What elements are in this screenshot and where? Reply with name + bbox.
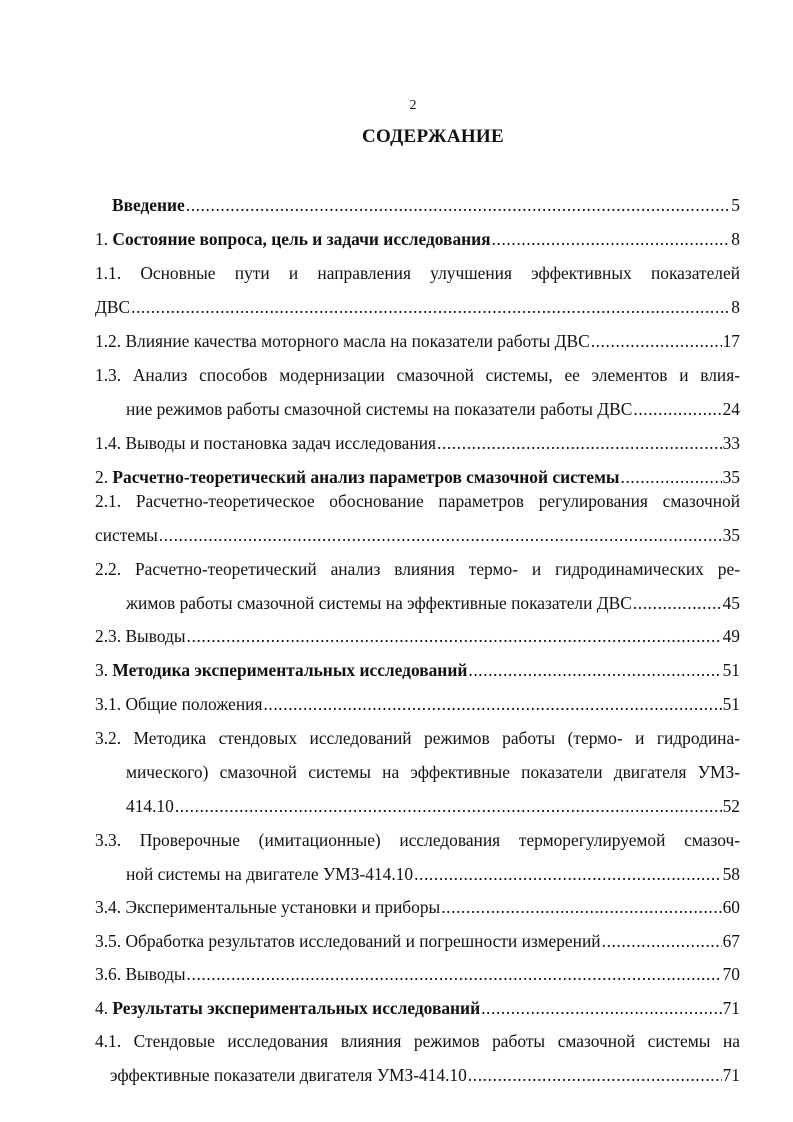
toc-line: [126, 795, 740, 817]
toc-entry-title: [95, 490, 740, 512]
toc-entry-number: 3.: [95, 660, 113, 680]
leader-dots: [633, 592, 722, 614]
toc-entry-title: [95, 659, 467, 681]
toc-entry-page: 33: [722, 433, 740, 453]
toc-entry-page: 71: [722, 1065, 740, 1085]
toc-entry-title: [95, 829, 740, 851]
leader-dots: [263, 693, 721, 715]
toc-entry-text: ной системы на двигателе УМЗ-414.10: [126, 864, 414, 884]
toc-entry-text: Выводы и постановка задач исследования: [125, 433, 437, 453]
page-number: 2: [409, 98, 417, 113]
toc-entry-text: Выводы: [125, 626, 186, 646]
toc-entry-page: 51: [722, 694, 740, 714]
leader-dots: [437, 432, 722, 454]
leader-dots: [414, 863, 722, 885]
toc-entry-page: 70: [722, 964, 740, 984]
toc-entry-text: 414.10: [126, 796, 174, 816]
toc-entry-number: 3.5.: [95, 931, 126, 951]
toc-entry-page: 45: [722, 593, 740, 613]
toc-line: [110, 1064, 740, 1086]
toc-entry-number: 3.1.: [95, 694, 126, 714]
toc-entry-title: [95, 228, 491, 250]
page-title: СОДЕРЖАНИЕ: [362, 126, 504, 147]
toc-entry-text: ДВС: [95, 297, 131, 317]
leader-dots: [175, 795, 722, 817]
toc-entry-title: [95, 963, 186, 985]
toc-entry-title: [95, 727, 740, 749]
toc-entry-number: 3.3.: [95, 830, 140, 850]
toc-line: [95, 490, 740, 512]
toc-line: [95, 829, 740, 851]
toc-entry-title: [95, 524, 158, 546]
toc-entry-page: 52: [722, 796, 740, 816]
toc-entry-number: 2.3.: [95, 626, 126, 646]
toc-line: [95, 896, 740, 918]
toc-entry-title: [126, 398, 632, 420]
toc-entry-page: 8: [731, 229, 740, 249]
toc-entry-title: [95, 432, 436, 454]
toc-entry-number: 2.2.: [95, 559, 136, 579]
toc-entry-title: [95, 625, 186, 647]
leader-dots: [481, 997, 722, 1019]
toc-entry-text: Методика экспериментальных исследований: [112, 660, 468, 680]
leader-dots: [131, 296, 730, 318]
toc-entry-title: [126, 795, 174, 817]
toc-entry-number: 1.: [95, 229, 113, 249]
leader-dots: [602, 930, 722, 952]
toc-line: [126, 761, 740, 783]
toc-entry-number: 4.: [95, 998, 113, 1018]
leader-dots: [187, 625, 722, 647]
toc-line: [95, 727, 740, 749]
toc-entry-number: 4.1.: [95, 1031, 134, 1051]
toc-line: [95, 558, 740, 580]
toc-entry-page: 17: [722, 331, 740, 351]
toc-entry-number: 3.2.: [95, 728, 134, 748]
toc-entry-text: жимов работы смазочной системы на эффективные показатели ДВС: [126, 593, 632, 613]
toc-entry-title: [126, 592, 632, 614]
toc-entry-title: [126, 761, 740, 783]
toc-entry-title: [110, 1064, 467, 1086]
toc-entry-page: 58: [722, 864, 740, 884]
toc-entry-page: 35: [722, 525, 740, 545]
toc-entry-title: [95, 1030, 740, 1052]
toc-line: [126, 398, 740, 420]
leader-dots: [441, 896, 721, 918]
toc-line: [95, 524, 740, 546]
toc-entry-title: [95, 558, 740, 580]
toc-line: [95, 466, 740, 488]
toc-entry-text: Обработка результатов исследований и погрешности измерений: [125, 931, 601, 951]
toc-entry-text: Расчетно-теоретическое обоснование параметров регулирования смазочной: [135, 491, 741, 511]
leader-dots: [186, 194, 731, 216]
toc-entry-text: системы: [95, 525, 158, 545]
toc-entry-text: Расчетно-теоретический анализ параметров смазочной системы: [112, 467, 620, 487]
toc-entry-page: 24: [722, 399, 740, 419]
toc-entry-page: 8: [731, 297, 740, 317]
toc-entry-number: 1.2.: [95, 331, 126, 351]
toc-entry-title: [95, 930, 601, 952]
toc-line: [95, 659, 740, 681]
leader-dots: [591, 330, 722, 352]
toc-entry-title: [95, 330, 590, 352]
toc-entry-title: [112, 194, 185, 216]
toc-entry-title: [95, 896, 440, 918]
toc-entry-text: Общие положения: [125, 694, 263, 714]
toc-entry-title: [95, 296, 130, 318]
toc-line: [95, 228, 740, 250]
toc-entry-text: Методика стендовых исследований режимов работы (термо- и гидродина-: [133, 728, 740, 748]
leader-dots: [159, 524, 722, 546]
toc-entry-number: 1.1.: [95, 263, 141, 283]
leader-dots: [633, 398, 721, 420]
toc-line: [95, 296, 740, 318]
toc-entry-text: Выводы: [125, 964, 186, 984]
toc-entry-title: [126, 863, 413, 885]
toc-line: [95, 330, 740, 352]
toc-entry-text: Проверочные (имитационные) исследования терморегулируемой смазоч-: [139, 830, 740, 850]
toc-entry-page: 51: [722, 660, 740, 680]
toc-entry-page: 35: [722, 467, 740, 487]
toc-entry-number: 3.4.: [95, 897, 126, 917]
toc-entry-text: мического) смазочной системы на эффективные показатели двигателя УМЗ-: [126, 762, 740, 782]
toc-entry-page: 5: [731, 195, 740, 215]
toc-entry-number: 3.6.: [95, 964, 126, 984]
toc-entry-title: [95, 693, 262, 715]
toc-line: [95, 1030, 740, 1052]
toc-line: [95, 930, 740, 952]
toc-line: [95, 432, 740, 454]
toc-entry-text: Введение: [112, 195, 185, 215]
toc-entry-text: эффективные показатели двигателя УМЗ-414.10: [110, 1065, 467, 1085]
toc-line: [112, 194, 740, 216]
toc-line: [126, 863, 740, 885]
toc-entry-title: [95, 364, 740, 386]
toc-entry-title: [95, 466, 620, 488]
toc-entry-title: [95, 997, 480, 1019]
toc-line: [95, 262, 740, 284]
toc-entry-text: ние режимов работы смазочной системы на показатели работы ДВС: [126, 399, 633, 419]
toc-entry-number: 2.: [95, 467, 113, 487]
leader-dots: [468, 659, 721, 681]
toc-entry-number: 1.4.: [95, 433, 126, 453]
toc-entry-text: Состояние вопроса, цель и задачи исследования: [112, 229, 491, 249]
toc-entry-text: Расчетно-теоретический анализ влияния термо- и гидродинамических ре-: [135, 559, 740, 579]
toc-line: [126, 592, 740, 614]
leader-dots: [187, 963, 722, 985]
toc-entry-page: 71: [722, 998, 740, 1018]
leader-dots: [492, 228, 731, 250]
toc-entry-text: Основные пути и направления улучшения эффективных показателей: [140, 263, 741, 283]
toc-entry-text: Стендовые исследования влияния режимов работы смазочной системы на: [133, 1031, 741, 1051]
toc-entry-page: 60: [722, 897, 740, 917]
toc-line: [95, 963, 740, 985]
toc-line: [95, 997, 740, 1019]
leader-dots: [621, 466, 722, 488]
toc-entry-title: [95, 262, 740, 284]
toc-entry-number: 1.3.: [95, 365, 133, 385]
toc-entry-text: Анализ способов модернизации смазочной системы, ее элементов и влия-: [132, 365, 740, 385]
leader-dots: [468, 1064, 722, 1086]
toc-line: [95, 625, 740, 647]
toc-entry-text: Результаты экспериментальных исследований: [112, 998, 481, 1018]
toc-entry-text: Влияние качества моторного масла на показатели работы ДВС: [125, 331, 590, 351]
toc-entry-page: 49: [722, 626, 740, 646]
toc-entry-text: Экспериментальные установки и приборы: [125, 897, 441, 917]
toc-entry-page: 67: [722, 931, 740, 951]
toc-line: [95, 364, 740, 386]
toc-line: [95, 693, 740, 715]
toc-entry-number: 2.1.: [95, 491, 136, 511]
